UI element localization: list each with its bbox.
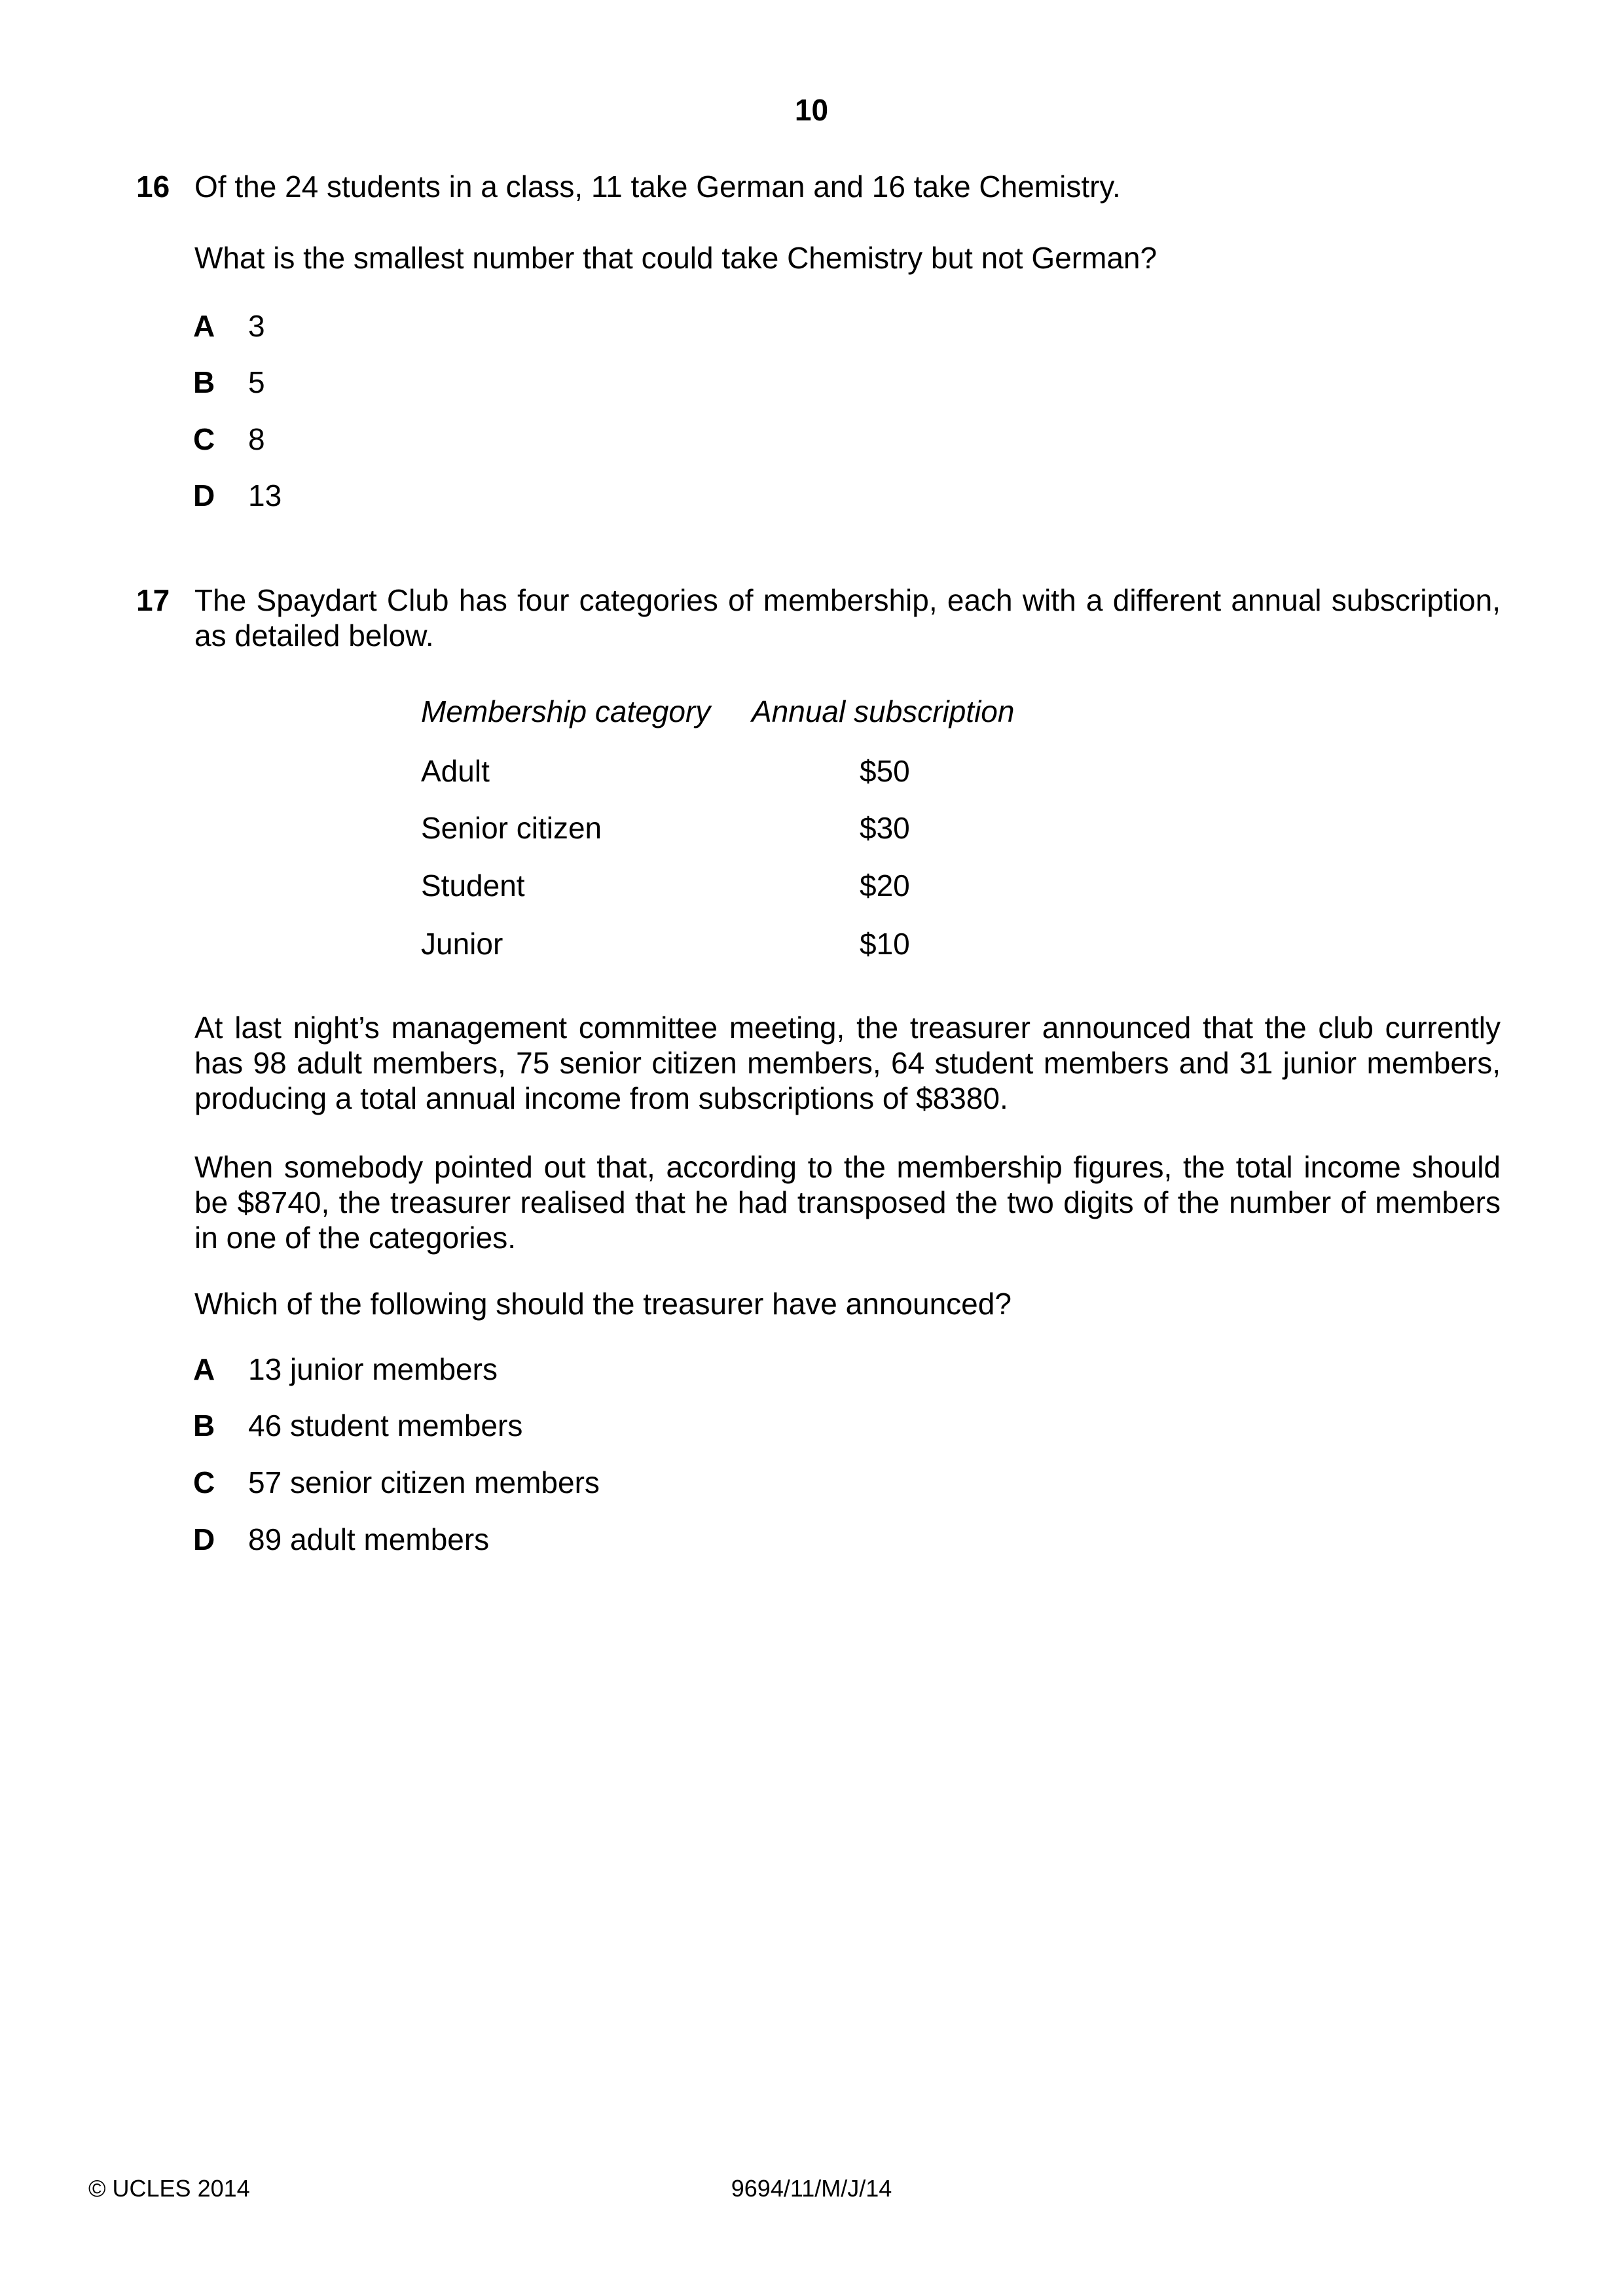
q17-intro-line-2: as detailed below. <box>194 619 434 653</box>
q17-para2-line-1: When somebody pointed out that, according to the membership figures, the total income should <box>194 1150 1501 1184</box>
q16-option-a-letter: A <box>193 309 215 343</box>
footer-paper-code: 9694/11/M/J/14 <box>731 2175 892 2202</box>
q17-option-a-letter: A <box>193 1352 215 1386</box>
q17-option-d-text: 89 adult members <box>248 1522 490 1556</box>
question-16-intro: Of the 24 students in a class, 11 take German and 16 take Chemistry. <box>194 170 1121 204</box>
table-row-adult-category: Adult <box>421 754 490 788</box>
question-17-question: Which of the following should the treasurer have announced? <box>194 1287 1012 1321</box>
table-row-student-category: Student <box>421 869 525 903</box>
question-16-number: 16 <box>136 170 170 204</box>
table-row-senior-subscription: $30 <box>860 811 910 845</box>
table-row-junior-subscription: $10 <box>860 927 910 961</box>
q17-option-c-letter: C <box>193 1465 215 1499</box>
table-row-student-subscription: $20 <box>860 869 910 903</box>
q17-option-c-text: 57 senior citizen members <box>248 1465 600 1499</box>
footer-copyright: © UCLES 2014 <box>88 2175 250 2202</box>
q17-paragraph-2 <box>194 1149 1501 1255</box>
q17-paragraph-1 <box>194 1010 1501 1116</box>
q17-para1-line-3: producing a total annual income from subscriptions of $8380. <box>194 1081 1008 1115</box>
q17-para1-line-2: has 98 adult members, 75 senior citizen members, 64 student members and 31 junior members, <box>194 1046 1501 1080</box>
q17-option-d-letter: D <box>193 1522 215 1556</box>
question-17-number: 17 <box>136 583 170 617</box>
q17-option-a-text: 13 junior members <box>248 1352 498 1386</box>
q17-intro-line-1: The Spaydart Club has four categories of membership, each with a different annual subscription, <box>194 583 1501 617</box>
q16-option-a-text: 3 <box>248 309 265 343</box>
table-row-junior-category: Junior <box>421 927 503 961</box>
question-17-intro <box>194 583 1501 653</box>
table-row-adult-subscription: $50 <box>860 754 910 788</box>
q16-option-c-text: 8 <box>248 422 265 456</box>
table-row-senior-category: Senior citizen <box>421 811 602 845</box>
q17-option-b-letter: B <box>193 1408 215 1443</box>
q17-option-b-text: 46 student members <box>248 1408 523 1443</box>
question-16-question: What is the smallest number that could take Chemistry but not German? <box>194 241 1158 275</box>
q16-option-d-text: 13 <box>248 478 282 512</box>
q17-para1-line-1: At last night’s management committee meeting, the treasurer announced that the club currently <box>194 1011 1501 1045</box>
page-number: 10 <box>794 93 829 127</box>
q16-option-b-letter: B <box>193 365 215 399</box>
q16-option-d-letter: D <box>193 478 215 512</box>
table-header-annual-subscription: Annual subscription <box>752 694 1015 728</box>
table-header-membership-category: Membership category <box>421 694 711 728</box>
q17-para2-line-3: in one of the categories. <box>194 1221 516 1255</box>
q16-option-b-text: 5 <box>248 365 265 399</box>
q16-option-c-letter: C <box>193 422 215 456</box>
q17-para2-line-2: be $8740, the treasurer realised that he had transposed the two digits of the number of members <box>194 1185 1501 1219</box>
